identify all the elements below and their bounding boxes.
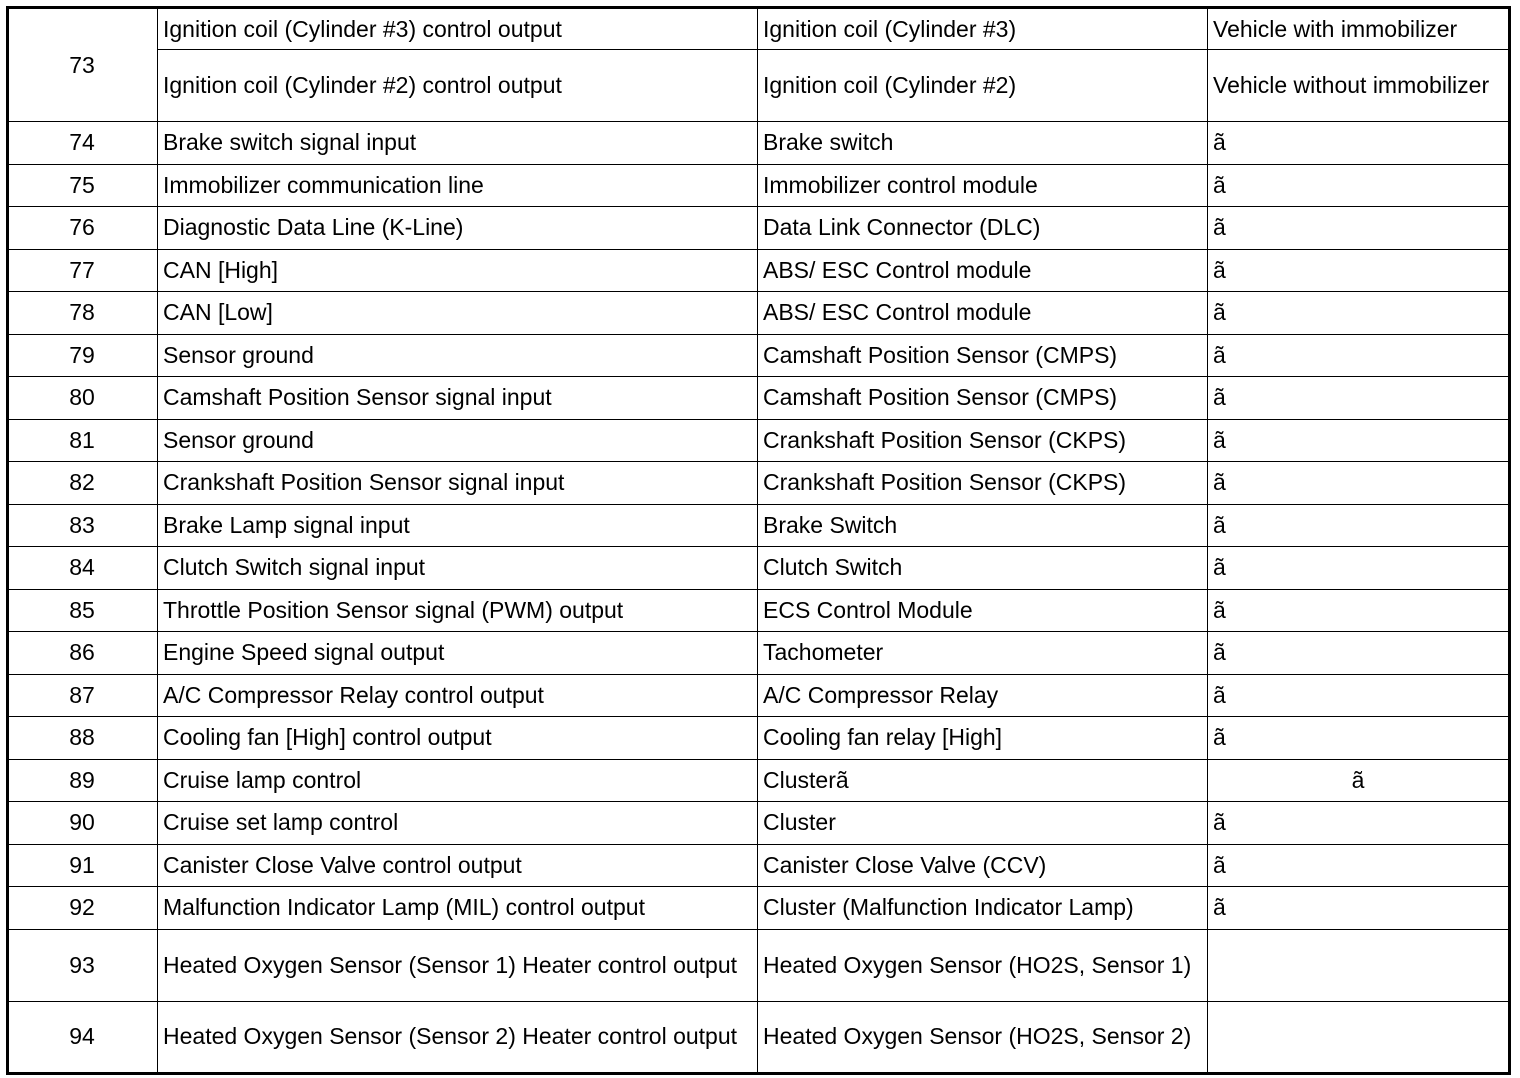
connected-to: Heated Oxygen Sensor (HO2S, Sensor 2) xyxy=(758,1001,1208,1073)
pin-number: 84 xyxy=(8,547,158,590)
document-page xyxy=(6,6,1508,1072)
pin-description: Cruise set lamp control xyxy=(158,802,758,845)
connected-to: ABS/ ESC Control module xyxy=(758,249,1208,292)
pin-description: Engine Speed signal output xyxy=(158,632,758,675)
pin-description: CAN [High] xyxy=(158,249,758,292)
remark xyxy=(1208,929,1510,1001)
connected-to: Brake Switch xyxy=(758,504,1208,547)
remark: ã xyxy=(1208,717,1510,760)
table-row xyxy=(8,292,1510,335)
pin-number: 75 xyxy=(8,164,158,207)
remark: ã xyxy=(1208,334,1510,377)
table-row xyxy=(8,802,1510,845)
pin-description: CAN [Low] xyxy=(158,292,758,335)
pin-table xyxy=(6,6,1511,1075)
connected-to: Clusterã xyxy=(758,759,1208,802)
connected-to: Camshaft Position Sensor (CMPS) xyxy=(758,334,1208,377)
connected-to: Ignition coil (Cylinder #3) xyxy=(758,8,1208,50)
pin-number: 82 xyxy=(8,462,158,505)
table-row xyxy=(8,1001,1510,1073)
pin-number: 80 xyxy=(8,377,158,420)
table-row xyxy=(8,207,1510,250)
table-row xyxy=(8,122,1510,165)
pin-description: Crankshaft Position Sensor signal input xyxy=(158,462,758,505)
pin-number: 78 xyxy=(8,292,158,335)
connected-to: Crankshaft Position Sensor (CKPS) xyxy=(758,462,1208,505)
connected-to: A/C Compressor Relay xyxy=(758,674,1208,717)
pin-description: Cooling fan [High] control output xyxy=(158,717,758,760)
remark: ã xyxy=(1208,377,1510,420)
table-row xyxy=(8,249,1510,292)
pin-number: 87 xyxy=(8,674,158,717)
pin-number: 79 xyxy=(8,334,158,377)
table-row xyxy=(8,547,1510,590)
table-row xyxy=(8,50,1510,122)
pin-description: Camshaft Position Sensor signal input xyxy=(158,377,758,420)
pin-description: Brake Lamp signal input xyxy=(158,504,758,547)
pin-number: 92 xyxy=(8,887,158,930)
table-row xyxy=(8,844,1510,887)
pin-number: 91 xyxy=(8,844,158,887)
table-row xyxy=(8,632,1510,675)
connected-to: Tachometer xyxy=(758,632,1208,675)
table-row xyxy=(8,504,1510,547)
remark: ã xyxy=(1208,759,1510,802)
pin-number: 76 xyxy=(8,207,158,250)
remark xyxy=(1208,1001,1510,1073)
pin-number: 73 xyxy=(8,8,158,122)
connected-to: Cooling fan relay [High] xyxy=(758,717,1208,760)
connected-to: Brake switch xyxy=(758,122,1208,165)
table-row xyxy=(8,462,1510,505)
pin-description: Immobilizer communication line xyxy=(158,164,758,207)
remark: ã xyxy=(1208,887,1510,930)
pin-number: 86 xyxy=(8,632,158,675)
connected-to: Crankshaft Position Sensor (CKPS) xyxy=(758,419,1208,462)
table-row xyxy=(8,759,1510,802)
remark: ã xyxy=(1208,164,1510,207)
remark: ã xyxy=(1208,462,1510,505)
connected-to: Data Link Connector (DLC) xyxy=(758,207,1208,250)
pin-number: 77 xyxy=(8,249,158,292)
table-row xyxy=(8,929,1510,1001)
connected-to: Canister Close Valve (CCV) xyxy=(758,844,1208,887)
pin-description: Malfunction Indicator Lamp (MIL) control output xyxy=(158,887,758,930)
pin-description: Clutch Switch signal input xyxy=(158,547,758,590)
remark: ã xyxy=(1208,122,1510,165)
remark: ã xyxy=(1208,419,1510,462)
remark: ã xyxy=(1208,547,1510,590)
remark: ã xyxy=(1208,632,1510,675)
pin-description: Throttle Position Sensor signal (PWM) output xyxy=(158,589,758,632)
pin-number: 89 xyxy=(8,759,158,802)
table-row xyxy=(8,887,1510,930)
table-row xyxy=(8,164,1510,207)
table-row xyxy=(8,717,1510,760)
pin-description: Heated Oxygen Sensor (Sensor 2) Heater control output xyxy=(158,1001,758,1073)
connected-to: Cluster xyxy=(758,802,1208,845)
pin-description: A/C Compressor Relay control output xyxy=(158,674,758,717)
pin-number: 94 xyxy=(8,1001,158,1073)
pin-description: Sensor ground xyxy=(158,334,758,377)
table-row xyxy=(8,377,1510,420)
connected-to: Immobilizer control module xyxy=(758,164,1208,207)
remark: Vehicle without immobilizer xyxy=(1208,50,1510,122)
pin-description: Canister Close Valve control output xyxy=(158,844,758,887)
table-row xyxy=(8,8,1510,50)
table-row xyxy=(8,334,1510,377)
remark: ã xyxy=(1208,504,1510,547)
connected-to: Ignition coil (Cylinder #2) xyxy=(758,50,1208,122)
connected-to: Cluster (Malfunction Indicator Lamp) xyxy=(758,887,1208,930)
remark: ã xyxy=(1208,589,1510,632)
pin-number: 85 xyxy=(8,589,158,632)
connected-to: Camshaft Position Sensor (CMPS) xyxy=(758,377,1208,420)
pin-number: 90 xyxy=(8,802,158,845)
pin-description: Diagnostic Data Line (K-Line) xyxy=(158,207,758,250)
pin-number: 83 xyxy=(8,504,158,547)
pin-number: 93 xyxy=(8,929,158,1001)
pin-number: 81 xyxy=(8,419,158,462)
remark: ã xyxy=(1208,674,1510,717)
remark: ã xyxy=(1208,802,1510,845)
connected-to: Heated Oxygen Sensor (HO2S, Sensor 1) xyxy=(758,929,1208,1001)
pin-number: 88 xyxy=(8,717,158,760)
remark: Vehicle with immobilizer xyxy=(1208,8,1510,50)
pin-description: Ignition coil (Cylinder #2) control output xyxy=(158,50,758,122)
remark: ã xyxy=(1208,207,1510,250)
connected-to: Clutch Switch xyxy=(758,547,1208,590)
pin-description: Heated Oxygen Sensor (Sensor 1) Heater control output xyxy=(158,929,758,1001)
connected-to: ABS/ ESC Control module xyxy=(758,292,1208,335)
pin-description: Brake switch signal input xyxy=(158,122,758,165)
connected-to: ECS Control Module xyxy=(758,589,1208,632)
pin-number: 74 xyxy=(8,122,158,165)
remark: ã xyxy=(1208,292,1510,335)
table-row xyxy=(8,419,1510,462)
remark: ã xyxy=(1208,844,1510,887)
table-row xyxy=(8,674,1510,717)
pin-description: Sensor ground xyxy=(158,419,758,462)
pin-description: Ignition coil (Cylinder #3) control output xyxy=(158,8,758,50)
table-row xyxy=(8,589,1510,632)
pin-description: Cruise lamp control xyxy=(158,759,758,802)
remark: ã xyxy=(1208,249,1510,292)
